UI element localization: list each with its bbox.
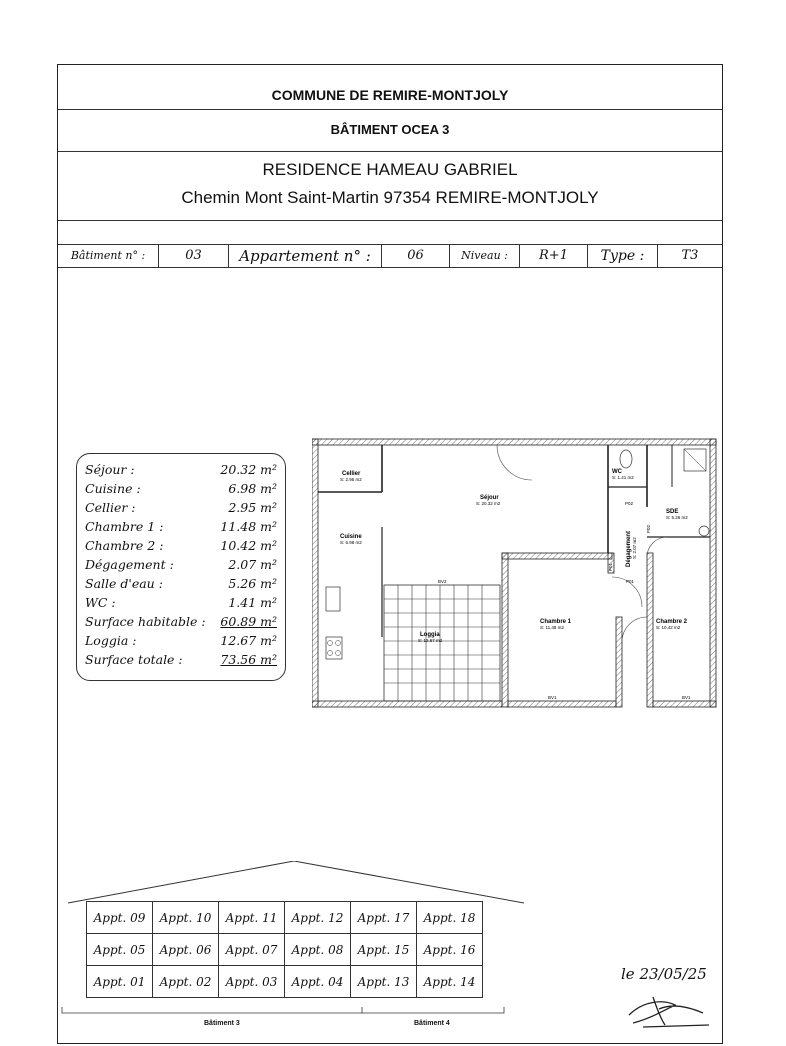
signature-mark: [613, 963, 723, 1033]
surface-row: Chambre 2 : 10.42 m²: [85, 538, 277, 553]
building-brackets: [58, 1005, 528, 1019]
appartement-value: 06: [381, 245, 449, 267]
residence-address: Chemin Mont Saint-Martin 97354 REMIRE-MONTJOLY: [181, 188, 599, 207]
apt-cell: Appt. 18: [417, 902, 483, 934]
apt-cell: Appt. 17: [351, 902, 417, 934]
door-label: P01: [626, 579, 635, 584]
residence-title: RESIDENCE HAMEAU GABRIEL: [262, 160, 518, 179]
apt-cell: Appt. 04: [285, 966, 351, 998]
divider: [58, 109, 722, 110]
niveau-label: Niveau :: [449, 245, 519, 267]
surfaces-box: [76, 453, 286, 681]
stove-icon: [326, 637, 342, 659]
surface-row: Chambre 1 : 11.48 m²: [85, 519, 277, 534]
apt-cell: Appt. 11: [219, 902, 285, 934]
door-label: P01: [608, 562, 613, 571]
room-label-wc: WC: [612, 469, 622, 475]
svg-text:S: 5.26 m2: S: 5.26 m2: [666, 515, 688, 520]
apt-cell: Appt. 09: [87, 902, 153, 934]
room-label-chambre1: Chambre 1: [540, 619, 572, 625]
room-label-sde: SDE: [666, 509, 679, 515]
type-value: T3: [657, 245, 722, 267]
surface-row: Salle d'eau : 5.26 m²: [85, 576, 277, 591]
commune-title: COMMUNE DE REMIRE-MONTJOLY: [271, 87, 509, 103]
apt-cell: Appt. 07: [219, 934, 285, 966]
plan-sheet: [57, 64, 723, 1044]
surface-row: Loggia : 12.67 m²: [85, 633, 277, 648]
surface-row: Cuisine : 6.98 m²: [85, 481, 277, 496]
batiment-label: Bâtiment n° :: [70, 249, 146, 262]
apt-cell: Appt. 12: [285, 902, 351, 934]
svg-text:S: 12.67 m2: S: 12.67 m2: [418, 638, 443, 643]
apt-cell: Appt. 16: [417, 934, 483, 966]
room-label-degagement: Dégagement: [626, 530, 632, 567]
surface-row: Cellier : 2.95 m²: [85, 500, 277, 515]
apt-cell: Appt. 08: [285, 934, 351, 966]
window-label: BV2: [438, 579, 447, 584]
room-label-sejour: Séjour: [480, 495, 499, 501]
apt-cell: Appt. 03: [219, 966, 285, 998]
divider: [58, 220, 722, 221]
surface-row: Séjour : 20.32 m²: [85, 462, 277, 477]
apt-cell: Appt. 14: [417, 966, 483, 998]
batiment-value: 03: [158, 245, 228, 267]
sink-icon: [326, 587, 340, 611]
surface-row: Dégagement : 2.07 m²: [85, 557, 277, 572]
apt-cell: Appt. 02: [153, 966, 219, 998]
apt-cell: Appt. 15: [351, 934, 417, 966]
room-label-loggia: Loggia: [420, 632, 440, 638]
batiment-title: BÂTIMENT OCEA 3: [330, 122, 450, 137]
svg-text:S: 10.42 m2: S: 10.42 m2: [656, 625, 681, 630]
door-label: P02: [625, 501, 634, 506]
apt-cell: Appt. 05: [87, 934, 153, 966]
apt-cell: Appt. 01: [87, 966, 153, 998]
divider: [58, 151, 722, 152]
niveau-value: R+1: [519, 245, 587, 267]
svg-text:S: 2.07 m2: S: 2.07 m2: [632, 537, 637, 559]
loggia-tiles: [384, 585, 500, 701]
building-roof-outline: [58, 861, 528, 905]
building-3-label: Bâtiment 3: [204, 1020, 240, 1027]
floor-plan: [312, 437, 718, 712]
signature-date: le 23/05/25: [621, 965, 707, 983]
washbasin-icon: [699, 526, 709, 536]
window-label: BV1: [682, 695, 691, 700]
building-4-label: Bâtiment 4: [414, 1020, 450, 1027]
svg-text:S: 6.98 m2: S: 6.98 m2: [340, 540, 362, 545]
apt-cell-current: Appt. 06: [153, 934, 219, 966]
apt-cell: Appt. 13: [351, 966, 417, 998]
toilet-icon: [620, 450, 632, 468]
surface-row-habitable: Surface habitable : 60.89 m²: [85, 614, 277, 629]
apartment-layout-grid: [86, 901, 483, 998]
apartment-info-bar: [58, 244, 722, 268]
svg-text:S: 20.32 m2: S: 20.32 m2: [476, 501, 501, 506]
appartement-label: Appartement n° :: [228, 245, 381, 267]
window-label: BV1: [548, 695, 557, 700]
surface-row-total: Surface totale : 73.56 m²: [85, 652, 277, 667]
svg-text:S: 1.41 m2: S: 1.41 m2: [612, 475, 634, 480]
door-label: P02: [646, 524, 651, 533]
surface-row: WC : 1.41 m²: [85, 595, 277, 610]
room-label-cuisine: Cuisine: [340, 534, 362, 540]
svg-text:S: 11.48 m2: S: 11.48 m2: [540, 625, 564, 630]
apt-cell: Appt. 10: [153, 902, 219, 934]
svg-text:S: 2.95 m2: S: 2.95 m2: [340, 477, 362, 482]
type-label: Type :: [587, 245, 657, 267]
room-label-chambre2: Chambre 2: [656, 619, 688, 625]
room-label-cellier: Cellier: [342, 471, 361, 477]
